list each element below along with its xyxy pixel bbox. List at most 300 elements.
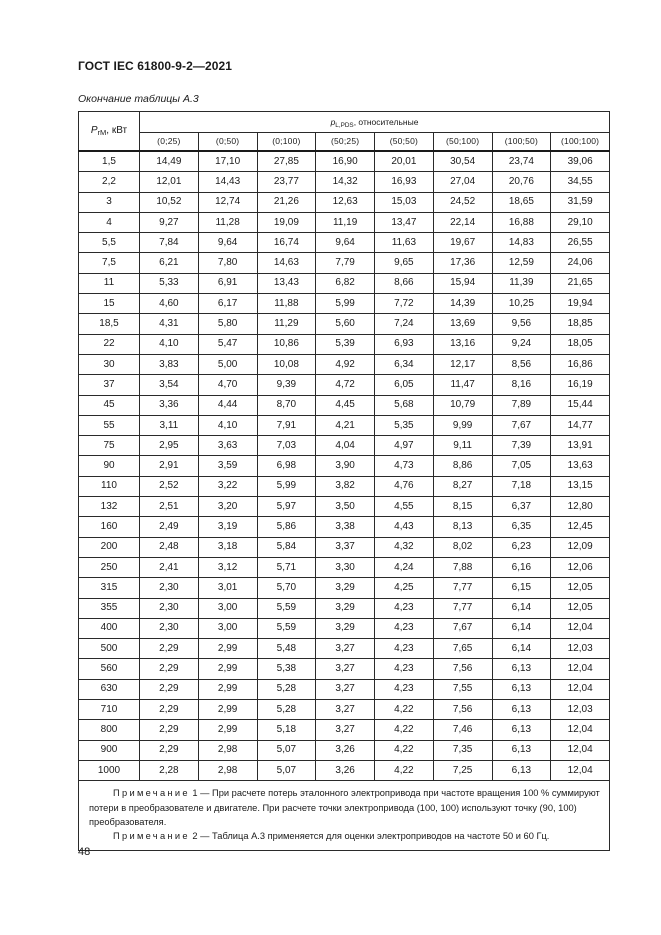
loss-value-cell: 2,29	[140, 639, 199, 659]
loss-value-cell: 4,23	[375, 659, 434, 679]
loss-value-cell: 7,91	[257, 415, 316, 435]
rated-power-cell: 7,5	[79, 253, 140, 273]
table-row	[79, 253, 610, 273]
loss-value-cell: 7,18	[492, 476, 551, 496]
loss-value-cell: 12,03	[551, 639, 610, 659]
loss-value-cell: 3,27	[316, 659, 375, 679]
loss-value-cell: 16,74	[257, 233, 316, 253]
loss-value-cell: 11,63	[375, 233, 434, 253]
loss-value-cell: 7,05	[492, 456, 551, 476]
loss-value-cell: 39,06	[551, 151, 610, 172]
loss-value-cell: 2,99	[198, 720, 257, 740]
loss-value-cell: 4,23	[375, 598, 434, 618]
table-row	[79, 456, 610, 476]
loss-value-cell: 5,28	[257, 679, 316, 699]
loss-value-cell: 4,72	[316, 375, 375, 395]
loss-value-cell: 11,39	[492, 273, 551, 293]
loss-value-cell: 4,21	[316, 415, 375, 435]
loss-value-cell: 6,37	[492, 497, 551, 517]
loss-value-cell: 11,47	[433, 375, 492, 395]
loss-value-cell: 4,76	[375, 476, 434, 496]
loss-value-cell: 5,60	[316, 314, 375, 334]
table-row	[79, 354, 610, 374]
loss-value-cell: 2,98	[198, 740, 257, 760]
loss-group-header: $p_{L,PDS}$, относительные	[140, 112, 610, 133]
loss-value-cell: 24,06	[551, 253, 610, 273]
loss-value-cell: 4,10	[198, 415, 257, 435]
loss-value-cell: 12,04	[551, 740, 610, 760]
loss-value-cell: 11,19	[316, 212, 375, 232]
loss-value-cell: 18,65	[492, 192, 551, 212]
loss-value-cell: 12,04	[551, 679, 610, 699]
rated-power-cell: 630	[79, 679, 140, 699]
loss-value-cell: 4,45	[316, 395, 375, 415]
operating-point-header: (50;100)	[433, 133, 492, 152]
table-row	[79, 233, 610, 253]
loss-value-cell: 4,23	[375, 618, 434, 638]
rated-power-cell: 90	[79, 456, 140, 476]
loss-value-cell: 5,33	[140, 273, 199, 293]
loss-value-cell: 5,07	[257, 760, 316, 780]
loss-value-cell: 4,23	[375, 639, 434, 659]
table-row	[79, 395, 610, 415]
loss-table	[78, 111, 610, 851]
rated-power-cell: 355	[79, 598, 140, 618]
rated-power-cell: 11	[79, 273, 140, 293]
table-row	[79, 334, 610, 354]
loss-value-cell: 7,65	[433, 639, 492, 659]
loss-value-cell: 16,19	[551, 375, 610, 395]
rated-power-cell: 3	[79, 192, 140, 212]
loss-value-cell: 12,04	[551, 659, 610, 679]
rated-power-cell: 4	[79, 212, 140, 232]
loss-value-cell: 4,22	[375, 700, 434, 720]
loss-value-cell: 7,84	[140, 233, 199, 253]
loss-value-cell: 3,29	[316, 598, 375, 618]
loss-value-cell: 6,34	[375, 354, 434, 374]
loss-value-cell: 2,28	[140, 760, 199, 780]
loss-value-cell: 4,31	[140, 314, 199, 334]
loss-value-cell: 10,52	[140, 192, 199, 212]
loss-value-cell: 13,16	[433, 334, 492, 354]
table-row	[79, 192, 610, 212]
loss-value-cell: 17,36	[433, 253, 492, 273]
loss-value-cell: 3,19	[198, 517, 257, 537]
loss-value-cell: 18,05	[551, 334, 610, 354]
loss-value-cell: 13,15	[551, 476, 610, 496]
rated-power-cell: 1000	[79, 760, 140, 780]
loss-value-cell: 19,09	[257, 212, 316, 232]
loss-value-cell: 9,27	[140, 212, 199, 232]
loss-value-cell: 3,59	[198, 456, 257, 476]
loss-value-cell: 5,84	[257, 537, 316, 557]
loss-value-cell: 4,73	[375, 456, 434, 476]
loss-value-cell: 3,90	[316, 456, 375, 476]
loss-value-cell: 2,49	[140, 517, 199, 537]
loss-value-cell: 8,13	[433, 517, 492, 537]
loss-value-cell: 15,03	[375, 192, 434, 212]
loss-value-cell: 11,88	[257, 294, 316, 314]
loss-value-cell: 16,88	[492, 212, 551, 232]
loss-value-cell: 4,22	[375, 740, 434, 760]
loss-value-cell: 16,93	[375, 172, 434, 192]
loss-value-cell: 9,39	[257, 375, 316, 395]
loss-value-cell: 5,59	[257, 618, 316, 638]
table-row	[79, 436, 610, 456]
loss-value-cell: 3,27	[316, 679, 375, 699]
loss-value-cell: 7,39	[492, 436, 551, 456]
loss-value-cell: 13,43	[257, 273, 316, 293]
loss-value-cell: 3,27	[316, 639, 375, 659]
loss-value-cell: 5,86	[257, 517, 316, 537]
loss-value-cell: 5,80	[198, 314, 257, 334]
operating-point-header: (50;25)	[316, 133, 375, 152]
loss-value-cell: 7,72	[375, 294, 434, 314]
loss-value-cell: 3,82	[316, 476, 375, 496]
loss-value-cell: 14,39	[433, 294, 492, 314]
loss-value-cell: 21,65	[551, 273, 610, 293]
loss-value-cell: 4,25	[375, 578, 434, 598]
table-body	[79, 151, 610, 781]
table-row	[79, 172, 610, 192]
loss-value-cell: 12,09	[551, 537, 610, 557]
operating-point-header-row	[79, 133, 610, 152]
loss-value-cell: 8,66	[375, 273, 434, 293]
table-row	[79, 720, 610, 740]
note-2: Примечание 2 — Таблица А.3 применяется для оценки электроприводов на частоте 50 и 60 Гц.	[113, 831, 550, 842]
loss-value-cell: 20,01	[375, 151, 434, 172]
operating-point-header: (50;50)	[375, 133, 434, 152]
loss-value-cell: 4,04	[316, 436, 375, 456]
loss-value-cell: 9,64	[316, 233, 375, 253]
rated-power-cell: 15	[79, 294, 140, 314]
loss-value-cell: 2,99	[198, 659, 257, 679]
table-row	[79, 659, 610, 679]
loss-value-cell: 10,25	[492, 294, 551, 314]
operating-point-header: (100;50)	[492, 133, 551, 152]
rated-power-cell: 400	[79, 618, 140, 638]
loss-value-cell: 3,38	[316, 517, 375, 537]
loss-value-cell: 9,99	[433, 415, 492, 435]
loss-value-cell: 5,48	[257, 639, 316, 659]
rated-power-cell: 18,5	[79, 314, 140, 334]
rated-power-cell: 30	[79, 354, 140, 374]
rated-power-cell: 250	[79, 557, 140, 577]
table-row	[79, 294, 610, 314]
rated-power-cell: 55	[79, 415, 140, 435]
table-row	[79, 151, 610, 172]
loss-value-cell: 3,83	[140, 354, 199, 374]
operating-point-header: (0;50)	[198, 133, 257, 152]
loss-value-cell: 4,60	[140, 294, 199, 314]
loss-value-cell: 27,85	[257, 151, 316, 172]
loss-value-cell: 2,29	[140, 720, 199, 740]
loss-value-cell: 2,99	[198, 639, 257, 659]
loss-value-cell: 19,94	[551, 294, 610, 314]
table-row	[79, 415, 610, 435]
loss-value-cell: 3,54	[140, 375, 199, 395]
loss-value-cell: 6,14	[492, 639, 551, 659]
loss-value-cell: 3,50	[316, 497, 375, 517]
loss-value-cell: 5,38	[257, 659, 316, 679]
loss-value-cell: 3,12	[198, 557, 257, 577]
loss-value-cell: 7,55	[433, 679, 492, 699]
loss-value-cell: 12,03	[551, 700, 610, 720]
loss-value-cell: 6,13	[492, 700, 551, 720]
loss-value-cell: 5,59	[257, 598, 316, 618]
page-number: 48	[78, 846, 91, 858]
loss-value-cell: 8,16	[492, 375, 551, 395]
loss-value-cell: 10,08	[257, 354, 316, 374]
loss-value-cell: 6,98	[257, 456, 316, 476]
loss-value-cell: 7,24	[375, 314, 434, 334]
loss-value-cell: 2,29	[140, 679, 199, 699]
loss-value-cell: 5,97	[257, 497, 316, 517]
loss-value-cell: 14,43	[198, 172, 257, 192]
loss-value-cell: 7,35	[433, 740, 492, 760]
loss-value-cell: 5,47	[198, 334, 257, 354]
loss-value-cell: 2,29	[140, 740, 199, 760]
loss-value-cell: 2,48	[140, 537, 199, 557]
loss-value-cell: 30,54	[433, 151, 492, 172]
loss-value-cell: 6,14	[492, 618, 551, 638]
loss-value-cell: 15,44	[551, 395, 610, 415]
loss-value-cell: 13,63	[551, 456, 610, 476]
loss-value-cell: 5,39	[316, 334, 375, 354]
loss-value-cell: 2,51	[140, 497, 199, 517]
rated-power-cell: 160	[79, 517, 140, 537]
loss-value-cell: 26,55	[551, 233, 610, 253]
table-row	[79, 375, 610, 395]
loss-value-cell: 14,77	[551, 415, 610, 435]
rated-power-cell: 45	[79, 395, 140, 415]
loss-value-cell: 4,24	[375, 557, 434, 577]
rated-power-cell: 37	[79, 375, 140, 395]
loss-value-cell: 2,98	[198, 760, 257, 780]
loss-value-cell: 6,13	[492, 679, 551, 699]
loss-value-cell: 7,56	[433, 659, 492, 679]
table-row	[79, 557, 610, 577]
table-row	[79, 679, 610, 699]
loss-value-cell: 6,13	[492, 760, 551, 780]
loss-value-cell: 13,91	[551, 436, 610, 456]
loss-value-cell: 9,65	[375, 253, 434, 273]
loss-value-cell: 7,67	[433, 618, 492, 638]
loss-value-cell: 29,10	[551, 212, 610, 232]
loss-value-cell: 2,30	[140, 598, 199, 618]
loss-value-cell: 23,74	[492, 151, 551, 172]
table-row	[79, 497, 610, 517]
loss-value-cell: 2,91	[140, 456, 199, 476]
loss-value-cell: 3,27	[316, 720, 375, 740]
loss-value-cell: 8,15	[433, 497, 492, 517]
table-row	[79, 212, 610, 232]
rated-power-cell: 200	[79, 537, 140, 557]
table-row	[79, 740, 610, 760]
table-row	[79, 700, 610, 720]
loss-value-cell: 4,55	[375, 497, 434, 517]
loss-value-cell: 14,83	[492, 233, 551, 253]
loss-value-cell: 34,55	[551, 172, 610, 192]
loss-value-cell: 6,93	[375, 334, 434, 354]
loss-value-cell: 15,94	[433, 273, 492, 293]
rated-power-cell: 2,2	[79, 172, 140, 192]
loss-value-cell: 12,05	[551, 598, 610, 618]
loss-value-cell: 9,11	[433, 436, 492, 456]
table-row	[79, 618, 610, 638]
loss-value-cell: 9,56	[492, 314, 551, 334]
loss-value-cell: 3,36	[140, 395, 199, 415]
rated-power-cell: 1,5	[79, 151, 140, 172]
loss-value-cell: 3,22	[198, 476, 257, 496]
loss-value-cell: 7,89	[492, 395, 551, 415]
loss-value-cell: 4,23	[375, 679, 434, 699]
loss-value-cell: 7,67	[492, 415, 551, 435]
loss-value-cell: 12,17	[433, 354, 492, 374]
loss-value-cell: 12,04	[551, 760, 610, 780]
table-notes	[79, 781, 610, 851]
loss-value-cell: 9,64	[198, 233, 257, 253]
loss-value-cell: 13,69	[433, 314, 492, 334]
loss-value-cell: 8,02	[433, 537, 492, 557]
rated-power-cell: 500	[79, 639, 140, 659]
loss-value-cell: 4,22	[375, 760, 434, 780]
loss-value-cell: 3,37	[316, 537, 375, 557]
loss-value-cell: 9,24	[492, 334, 551, 354]
table-row	[79, 537, 610, 557]
loss-value-cell: 5,71	[257, 557, 316, 577]
loss-value-cell: 21,26	[257, 192, 316, 212]
loss-value-cell: 7,03	[257, 436, 316, 456]
loss-value-cell: 8,86	[433, 456, 492, 476]
loss-value-cell: 14,63	[257, 253, 316, 273]
loss-value-cell: 11,28	[198, 212, 257, 232]
loss-value-cell: 3,29	[316, 578, 375, 598]
loss-value-cell: 14,32	[316, 172, 375, 192]
loss-value-cell: 2,99	[198, 679, 257, 699]
loss-value-cell: 4,10	[140, 334, 199, 354]
rated-power-cell: 75	[79, 436, 140, 456]
table-row	[79, 273, 610, 293]
loss-value-cell: 12,63	[316, 192, 375, 212]
rated-power-cell: 710	[79, 700, 140, 720]
loss-value-cell: 17,10	[198, 151, 257, 172]
loss-value-cell: 2,99	[198, 700, 257, 720]
loss-value-cell: 20,76	[492, 172, 551, 192]
loss-value-cell: 6,13	[492, 740, 551, 760]
loss-value-cell: 3,29	[316, 618, 375, 638]
rated-power-cell: 315	[79, 578, 140, 598]
loss-value-cell: 10,86	[257, 334, 316, 354]
loss-value-cell: 10,79	[433, 395, 492, 415]
loss-value-cell: 18,85	[551, 314, 610, 334]
loss-value-cell: 7,56	[433, 700, 492, 720]
loss-value-cell: 3,63	[198, 436, 257, 456]
loss-value-cell: 3,00	[198, 598, 257, 618]
loss-value-cell: 27,04	[433, 172, 492, 192]
loss-value-cell: 3,11	[140, 415, 199, 435]
loss-value-cell: 3,01	[198, 578, 257, 598]
loss-value-cell: 6,05	[375, 375, 434, 395]
table-header	[79, 112, 610, 152]
operating-point-header: (0;25)	[140, 133, 199, 152]
loss-value-cell: 3,26	[316, 760, 375, 780]
note-1: Примечание 1 — При расчете потерь эталонного электропривода при частоте вращения 100 % суммируют потери в преобразователе и двигателе. При расчете точки электропривода (100, 100) используют точку (90, 100) преобразователя.	[89, 788, 600, 828]
table-row	[79, 314, 610, 334]
loss-value-cell: 2,52	[140, 476, 199, 496]
rated-power-cell: 900	[79, 740, 140, 760]
loss-value-cell: 2,29	[140, 700, 199, 720]
loss-value-cell: 5,28	[257, 700, 316, 720]
loss-value-cell: 7,88	[433, 557, 492, 577]
rated-power-cell: 110	[79, 476, 140, 496]
rated-power-cell: 22	[79, 334, 140, 354]
loss-value-cell: 7,77	[433, 578, 492, 598]
loss-value-cell: 7,77	[433, 598, 492, 618]
loss-value-cell: 3,30	[316, 557, 375, 577]
loss-value-cell: 3,27	[316, 700, 375, 720]
loss-value-cell: 12,45	[551, 517, 610, 537]
table-row	[79, 760, 610, 780]
loss-value-cell: 7,25	[433, 760, 492, 780]
rated-power-cell: 560	[79, 659, 140, 679]
loss-value-cell: 12,80	[551, 497, 610, 517]
loss-value-cell: 3,00	[198, 618, 257, 638]
loss-value-cell: 8,70	[257, 395, 316, 415]
loss-value-cell: 6,13	[492, 720, 551, 740]
loss-value-cell: 12,04	[551, 618, 610, 638]
loss-value-cell: 12,74	[198, 192, 257, 212]
loss-value-cell: 7,46	[433, 720, 492, 740]
table-row	[79, 517, 610, 537]
operating-point-header: (100;100)	[551, 133, 610, 152]
loss-value-cell: 3,20	[198, 497, 257, 517]
loss-value-cell: 12,01	[140, 172, 199, 192]
loss-value-cell: 4,70	[198, 375, 257, 395]
loss-value-cell: 22,14	[433, 212, 492, 232]
loss-value-cell: 16,86	[551, 354, 610, 374]
loss-value-cell: 6,13	[492, 659, 551, 679]
loss-value-cell: 6,17	[198, 294, 257, 314]
loss-value-cell: 2,95	[140, 436, 199, 456]
loss-value-cell: 6,15	[492, 578, 551, 598]
loss-value-cell: 12,06	[551, 557, 610, 577]
loss-value-cell: 8,27	[433, 476, 492, 496]
loss-value-cell: 5,00	[198, 354, 257, 374]
loss-value-cell: 24,52	[433, 192, 492, 212]
loss-value-cell: 5,99	[316, 294, 375, 314]
loss-value-cell: 6,23	[492, 537, 551, 557]
table-caption: Окончание таблицы А.3	[78, 93, 199, 105]
loss-value-cell: 4,97	[375, 436, 434, 456]
rated-power-cell: 800	[79, 720, 140, 740]
loss-value-cell: 6,91	[198, 273, 257, 293]
loss-value-cell: 14,49	[140, 151, 199, 172]
table-row	[79, 476, 610, 496]
loss-value-cell: 5,35	[375, 415, 434, 435]
loss-value-cell: 3,26	[316, 740, 375, 760]
loss-value-cell: 6,82	[316, 273, 375, 293]
loss-value-cell: 5,99	[257, 476, 316, 496]
loss-value-cell: 4,32	[375, 537, 434, 557]
loss-value-cell: 12,04	[551, 720, 610, 740]
loss-value-cell: 16,90	[316, 151, 375, 172]
loss-value-cell: 5,07	[257, 740, 316, 760]
loss-value-cell: 11,29	[257, 314, 316, 334]
loss-value-cell: 7,79	[316, 253, 375, 273]
loss-value-cell: 12,59	[492, 253, 551, 273]
loss-value-cell: 6,35	[492, 517, 551, 537]
